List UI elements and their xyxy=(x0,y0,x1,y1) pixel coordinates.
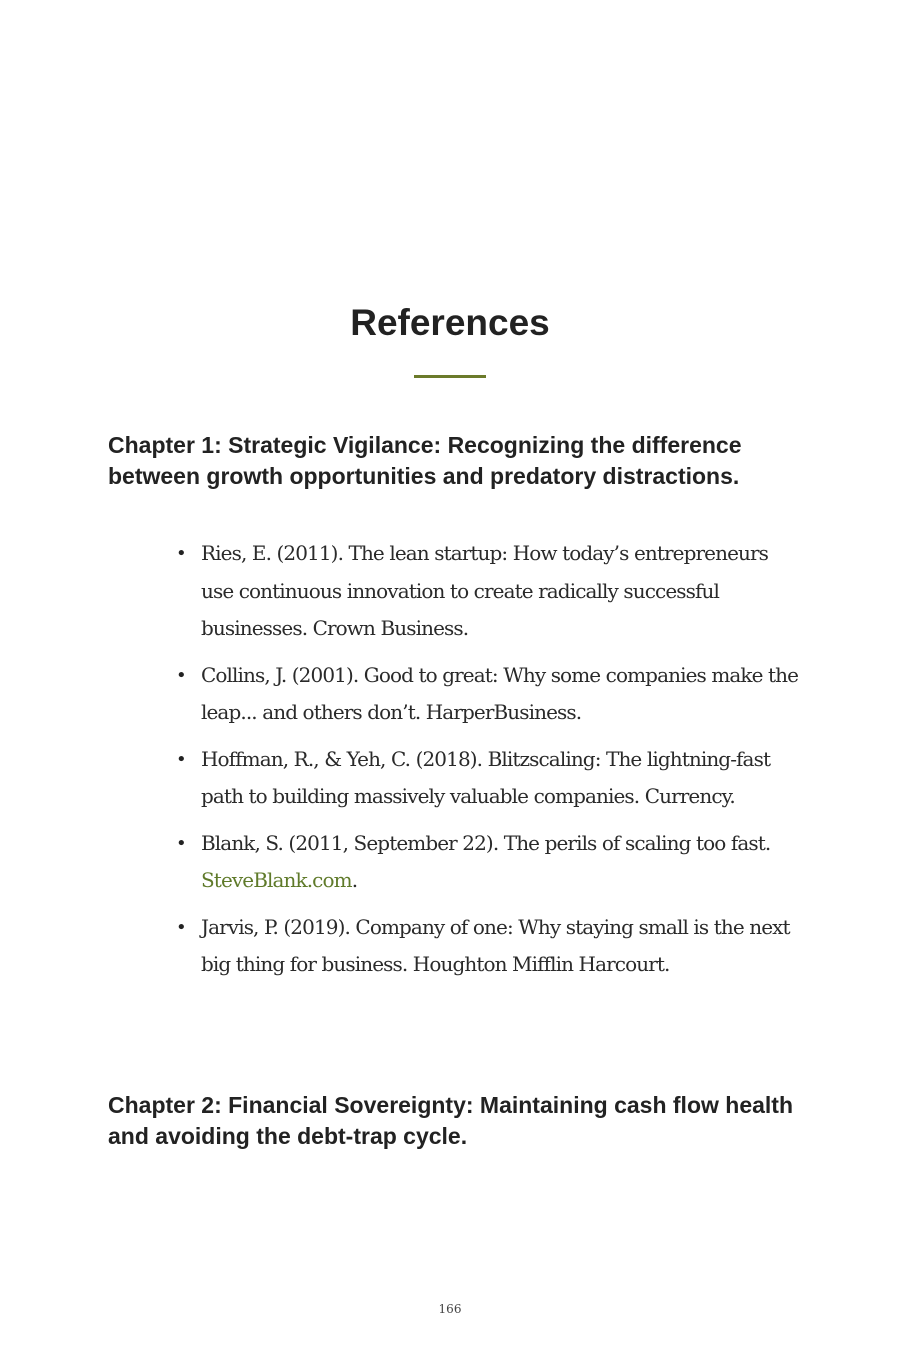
bullet-icon: • xyxy=(176,543,187,564)
reference-item xyxy=(176,909,801,984)
steveblank-link[interactable]: SteveBlank.com xyxy=(201,868,352,892)
bullet-icon: • xyxy=(176,664,187,686)
reference-text: Collins, J. (2001). Good to great: Why some companies make the leap... and others don’t. HarperBusiness. xyxy=(201,662,799,724)
reference-item xyxy=(176,535,801,648)
chapter-1-reference-list xyxy=(176,535,801,993)
bullet-icon: • xyxy=(176,748,187,770)
chapter-2-heading: Chapter 2: Financial Sovereignty: Maintaining cash flow health and avoiding the debt-trap cycle. xyxy=(108,1092,794,1149)
chapter-1-heading: Chapter 1: Strategic Vigilance: Recognizing the difference between growth opportunities and predatory distractions. xyxy=(108,432,742,489)
reference-item xyxy=(176,825,801,900)
reference-item xyxy=(176,741,801,816)
bullet-icon: • xyxy=(176,916,187,938)
reference-text: Ries, E. (2011). The lean startup: How today’s entrepreneurs use continuous innovation to create radically successful businesses. Crown Business. xyxy=(201,541,769,640)
reference-text: Blank, S. (2011, September 22). The perils of scaling too fast. xyxy=(201,830,771,855)
reference-text: Hoffman, R., & Yeh, C. (2018). Blitzscaling: The lightning-fast path to building massively valuable companies. Currency. xyxy=(201,746,771,808)
reference-text: Jarvis, P. (2019). Company of one: Why staying small is the next big thing for business. Houghton Mifflin Harcourt. xyxy=(201,914,790,976)
reference-text-end: . xyxy=(351,868,358,892)
page-number: 166 xyxy=(438,1302,462,1316)
title-divider xyxy=(414,375,486,378)
page-title: References xyxy=(350,302,550,343)
bullet-icon: • xyxy=(176,832,187,854)
reference-item xyxy=(176,657,801,732)
